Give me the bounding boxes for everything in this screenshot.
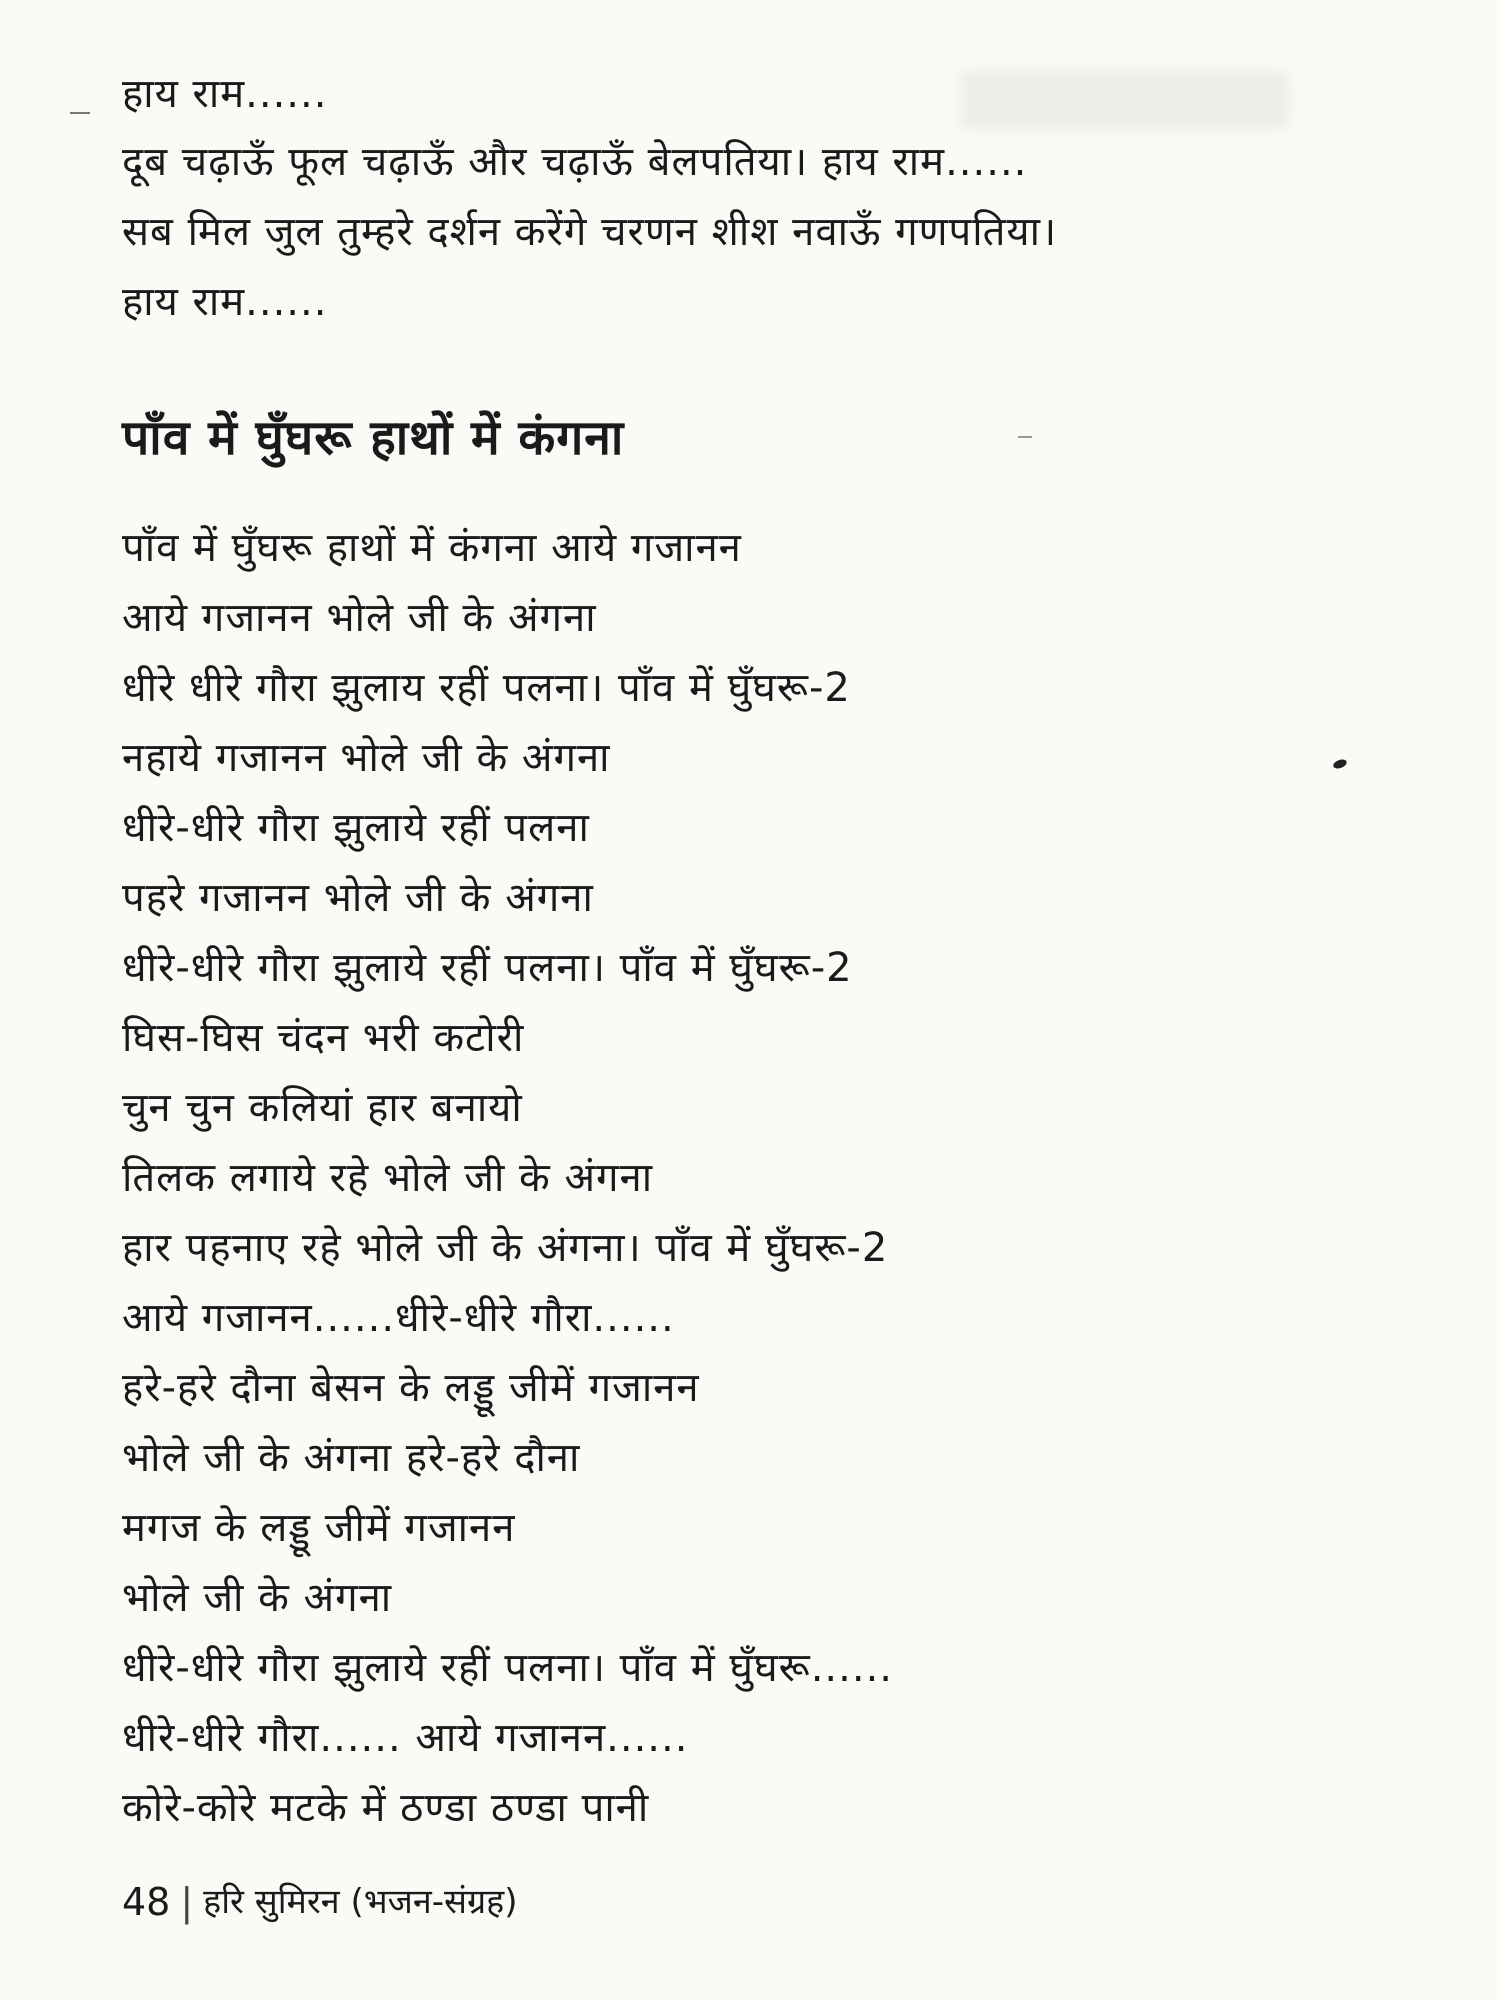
verse-line: धीरे धीरे गौरा झुलाय रहीं पलना। पाँव में घुँघरू-2 <box>122 665 851 711</box>
verse-line: पाँव में घुँघरू हाथों में कंगना आये गजानन <box>122 525 742 571</box>
verse-line: तिलक लगाये रहे भोले जी के अंगना <box>122 1155 654 1201</box>
verse-line: चुन चुन कलियां हार बनायो <box>122 1085 523 1131</box>
song-title: पाँव में घुँघरू हाथों में कंगना <box>122 410 625 466</box>
verse-line: भोले जी के अंगना हरे-हरे दौना <box>122 1435 581 1481</box>
verse-line: कोरे-कोरे मटके में ठण्डा ठण्डा पानी <box>122 1785 650 1831</box>
verse-line: हार पहनाए रहे भोले जी के अंगना। पाँव में घुँघरू-2 <box>122 1225 889 1271</box>
bleed-through-mark <box>960 70 1290 130</box>
verse-line: भोले जी के अंगना <box>122 1575 393 1621</box>
verse-line: हाय राम...... <box>122 279 328 325</box>
verse-line: धीरे-धीरे गौरा झुलाये रहीं पलना। पाँव में घुँघरू-2 <box>122 945 853 991</box>
page-footer <box>122 1880 517 1924</box>
verse-line: मगज के लड्डू जीमें गजानन <box>122 1505 516 1551</box>
book-title: हरि सुमिरन (भजन-संग्रह) <box>203 1882 518 1922</box>
footer-separator: | <box>180 1880 194 1924</box>
ink-speck <box>1018 436 1032 438</box>
ink-speck <box>70 112 90 114</box>
page-number: 48 <box>122 1880 171 1924</box>
verse-line: धीरे-धीरे गौरा झुलाये रहीं पलना। पाँव में घुँघरू...... <box>122 1645 894 1691</box>
verse-line: दूब चढ़ाऊँ फूल चढ़ाऊँ और चढ़ाऊँ बेलपतिया। हाय राम...... <box>122 139 1028 185</box>
verse-line: आये गजानन......धीरे-धीरे गौरा...... <box>122 1295 675 1341</box>
verse-line: धीरे-धीरे गौरा...... आये गजानन...... <box>122 1715 689 1761</box>
verse-line: आये गजानन भोले जी के अंगना <box>122 595 597 641</box>
verse-line: नहाये गजानन भोले जी के अंगना <box>122 735 611 781</box>
verse-line: हाय राम...... <box>122 71 328 117</box>
verse-line: हरे-हरे दौना बेसन के लड्डू जीमें गजानन <box>122 1365 700 1411</box>
ink-speck <box>1332 758 1348 770</box>
verse-line: धीरे-धीरे गौरा झुलाये रहीं पलना <box>122 805 590 851</box>
verse-line: सब मिल जुल तुम्हरे दर्शन करेंगे चरणन शीश नवाऊँ गणपतिया। <box>122 209 1058 255</box>
verse-line: घिस-घिस चंदन भरी कटोरी <box>122 1015 525 1061</box>
verse-line: पहरे गजानन भोले जी के अंगना <box>122 875 594 921</box>
